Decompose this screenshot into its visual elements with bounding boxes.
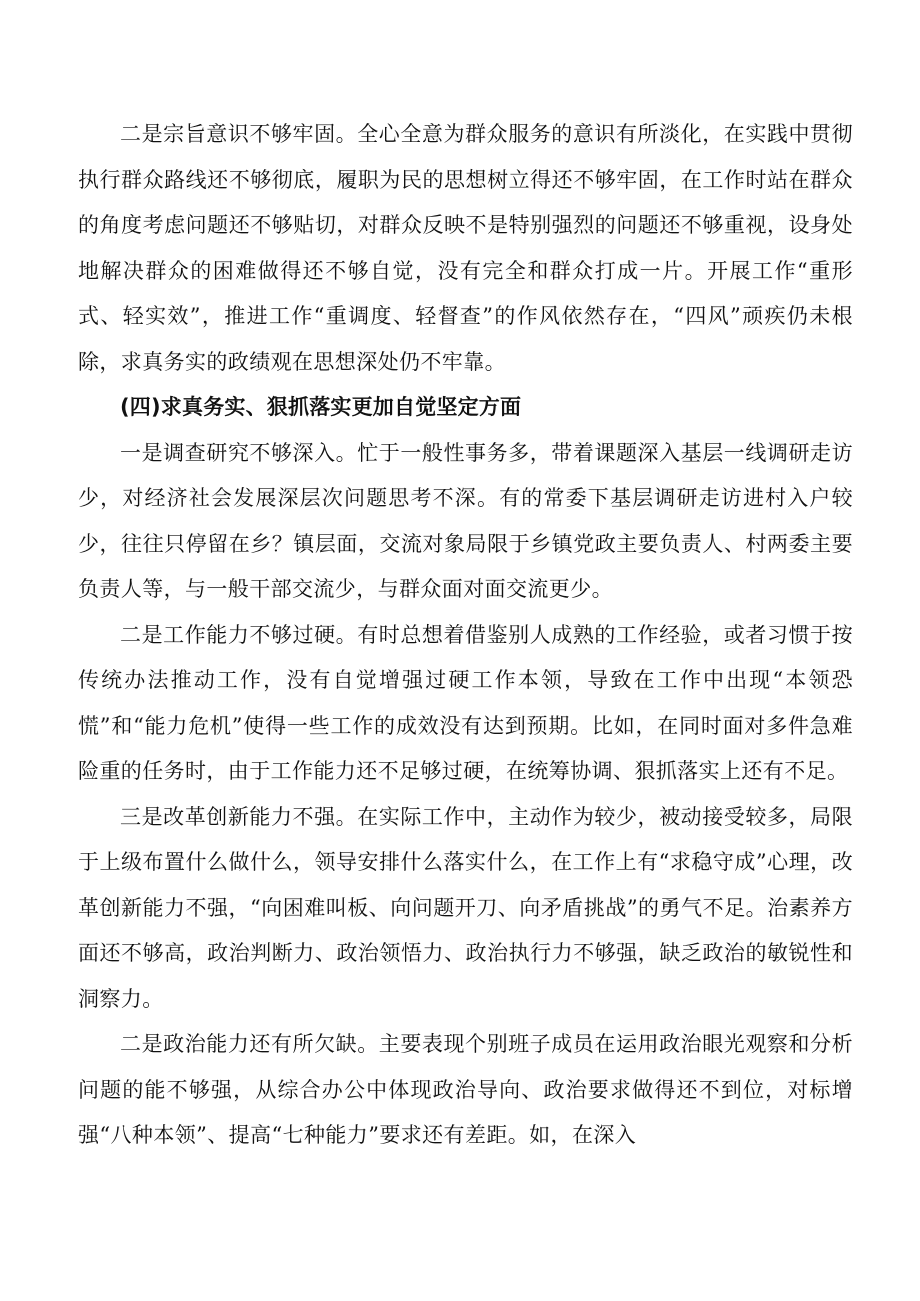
- document-page: [78, 112, 853, 1159]
- paragraph-political-ability: 二是政治能力还有所欠缺。主要表现个别班子成员在运用政治眼光观察和分析问题的能不够强，从综合办公中体现政治导向、政治要求做得还不到位，对标增强“八种本领”、提高“七种能力”要求还有差距。如，在深入: [78, 1032, 853, 1147]
- paragraph-reform-innovation: 三是改革创新能力不强。在实际工作中，主动作为较少，被动接受较多，局限于上级布置什么做什么，领导安排什么落实什么，在工作上有“求稳守成”心理，改革创新能力不强，“向困难叫板、向问题开刀、向矛盾挑战”的勇气不足。治素养方面还不够高，政治判断力、政治领悟力、政治执行力不够强，缺乏政治的敏锐性和洞察力。: [78, 804, 853, 1011]
- section-heading-4: (四)求真务实、狠抓落实更加自觉坚定方面: [120, 395, 522, 419]
- paragraph-investigation-research: 一是调查研究不够深入。忙于一般性事务多，带着课题深入基层一线调研走访少，对经济社会发展深层次问题思考不深。有的常委下基层调研走访进村入户较少，往往只停留在乡？镇层面，交流对象局限于乡镇党政主要负责人、村两委主要负责人等，与一般干部交流少，与群众面对面交流更少。: [78, 440, 853, 601]
- paragraph-purpose-awareness: 二是宗旨意识不够牢固。全心全意为群众服务的意识有所淡化，在实践中贯彻执行群众路线还不够彻底，履职为民的思想树立得还不够牢固，在工作时站在群众的角度考虑问题还不够贴切，对群众反映不是特别强烈的问题还不够重视，设身处地解决群众的困难做得还不够自觉，没有完全和群众打成一片。开展工作“重形式、轻实效”，推进工作“重调度、轻督查”的作风依然存在，“四风”顽疾仍未根除，求真务实的政绩观在思想深处仍不牢靠。: [78, 122, 853, 374]
- paragraph-work-ability: 二是工作能力不够过硬。有时总想着借鉴别人成熟的工作经验，或者习惯于按传统办法推动工作，没有自觉增强过硬工作本领，导致在工作中出现“本领恐慌”和“能力危机”使得一些工作的成效没有达到预期。比如，在同时面对多件急难险重的任务时，由于工作能力还不足够过硬，在统筹协调、狠抓落实上还有不足。: [78, 622, 853, 783]
